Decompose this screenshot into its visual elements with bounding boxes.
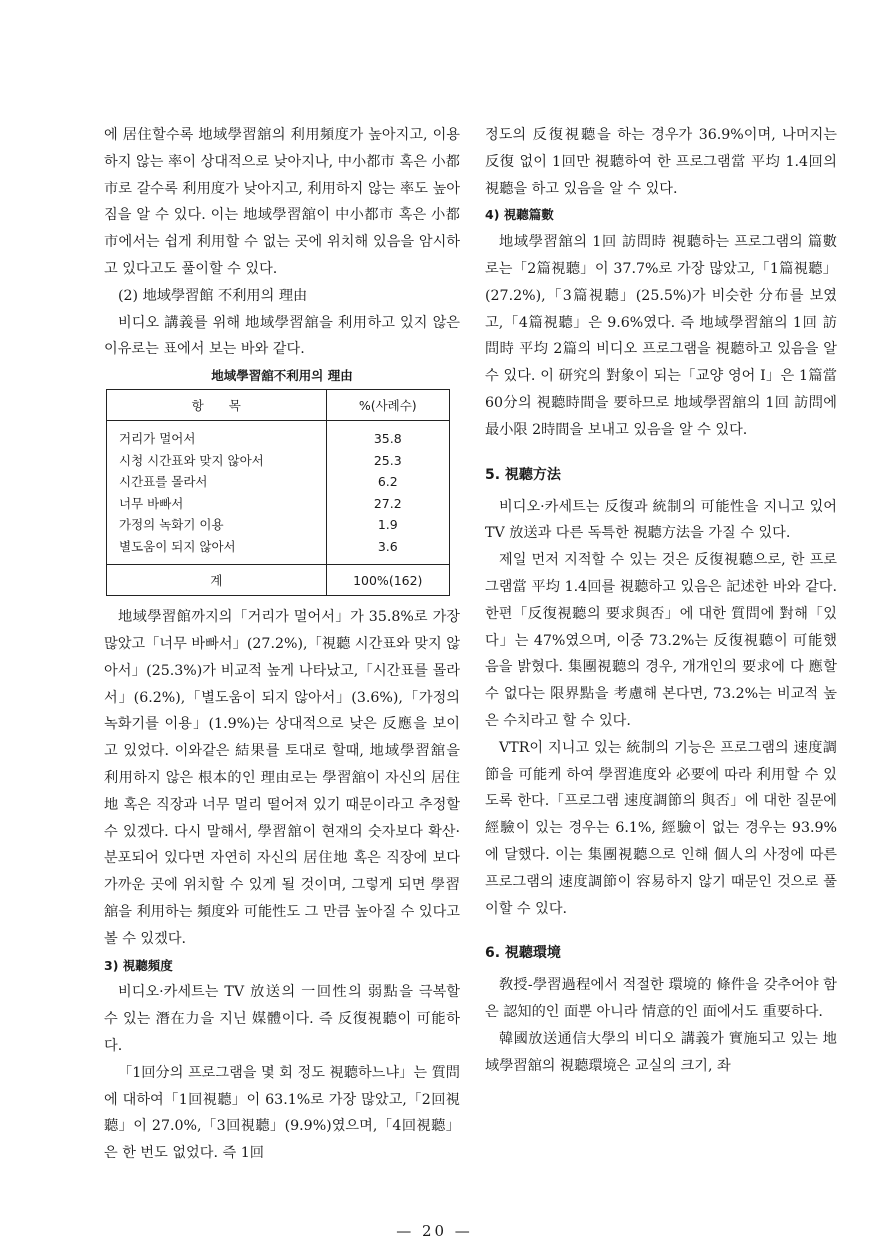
paragraph: 韓國放送通信大學의 비디오 講義가 實施되고 있는 地域學習舘의 視聽環境은 교실의 크기, 좌 — [485, 1030, 837, 1074]
table-cell-value: 35.8 — [326, 421, 449, 450]
paragraph: VTR이 지니고 있는 統制의 기능은 프로그램의 速度調節을 可能케 하여 學習進度와 必要에 따라 利用할 수 있도록 한다.「프로그램 速度調節의 與否」에 대한 질문에 經驗이 있는 경우는 6.1%, 經驗이 없는 경우는 93.9%에 달했다. 이는 集團視聽으로 인해 個人의 사정에 따른 프로그램의 速度調節이 容易하지 않기 때문인 것으로 풀이할 수 있다. — [485, 739, 837, 917]
table-total-value: 100%(162) — [326, 565, 449, 596]
table-row — [107, 514, 450, 536]
paragraph: 「1回分의 프로그램을 몇 회 정도 視聽하느냐」는 質問에 대하여「1回視聽」이 63.1%로 가장 많았고,「2回視聽」이 27.0%,「3回視聽」(9.9%)였으며,「4回視聽」은 한 번도 없었다. 즉 1回 — [104, 1064, 460, 1162]
paragraph: 敎授-學習過程에서 적절한 環境的 條件을 갖추어야 함은 認知的인 面뿐 아니라 情意的인 面에서도 重要하다. — [485, 977, 837, 1021]
paragraph: 地域學習館까지의「거리가 멀어서」가 35.8%로 가장 많았고「너무 바빠서」(27.2%),「視聽 시간표와 맞지 않아서」(25.3%)가 비교적 높게 나타났고,「시간표를 몰라서」(6.2%),「별도움이 되지 않아서」(3.6%),「가정의 녹화기를 이용」(1.9%)는 상대적으로 낮은 反應을 보이고 있었다. 이와같은 結果를 토대로 할때, 地域學習舘을 利用하지 않은 根本的인 理由로는 學習舘이 자신의 居住地 혹은 직장과 너무 멀리 떨어져 있기 때문이라고 추정할 수 있겠다. 다시 말해서, 學習舘이 현재의 숫자보다 확산·분포되어 있다면 자연히 자신의 居住地 혹은 직장에 보다 가까운 곳에 위치할 수 있게 될 것이며, 그렇게 되면 學習舘을 利用하는 頻度와 可能性도 그 만큼 높아질 수 있다고 볼 수 있겠다. — [104, 609, 460, 947]
non-use-reasons-table — [106, 389, 450, 596]
table-cell-item: 시청 시간표와 맞지 않아서 — [107, 450, 327, 472]
table-total-row — [107, 565, 450, 596]
paragraph: 비디오·카세트는 反復과 統制의 可能性을 지니고 있어 TV 放送과 다른 독특한 視聽方法을 가질 수 있다. — [485, 498, 837, 542]
subsection-heading: (2) 地域學習館 不利用의 理由 — [118, 287, 308, 304]
paragraph: 정도의 反復視聽을 하는 경우가 36.9%이며, 나머지는 反復 없이 1回만 視聽하여 한 프로그램當 平均 1.4回의 視聽을 하고 있음을 알 수 있다. — [485, 127, 837, 197]
table-cell-value: 27.2 — [326, 493, 449, 515]
section-heading: 5. 視聽方法 — [485, 466, 561, 483]
table-total-label: 계 — [107, 565, 327, 596]
table-row — [107, 450, 450, 472]
table-cell-item: 가정의 녹화기 이용 — [107, 514, 327, 536]
table-cell-item: 거리가 멀어서 — [107, 421, 327, 450]
table-cell-item: 너무 바빠서 — [107, 493, 327, 515]
left-column — [104, 122, 460, 1167]
paragraph: 비디오 講義를 위해 地域學習舘을 利用하고 있지 않은 이유로는 표에서 보는 바와 같다. — [104, 314, 460, 358]
table-cell-item: 별도움이 되지 않아서 — [107, 536, 327, 565]
table-cell-item: 시간표를 몰라서 — [107, 471, 327, 493]
paragraph: 비디오·카세트는 TV 放送의 一回性의 弱點을 극복할 수 있는 潛在力을 지닌 媒體이다. 즉 反復視聽이 可能하다. — [104, 984, 460, 1054]
table-cell-value: 1.9 — [326, 514, 449, 536]
table-row — [107, 471, 450, 493]
paragraph: 地域學習舘의 1回 訪問時 視聽하는 프로그램의 篇數로는「2篇視聽」이 37.7%로 가장 많았고,「1篇視聽」(27.2%),「3篇視聽」(25.5%)가 비슷한 分布를 보였고,「4篇視聽」은 9.6%였다. 즉 地域學習舘의 1回 訪問時 平均 2篇의 비디오 프로그램을 視聽하고 있음을 알 수 있다. 이 研究의 對象이 되는「교양 영어 I」은 1篇當 60分의 視聽時間을 要하므로 地域學習舘의 1回 訪問에 最小限 2時間을 보내고 있음을 알 수 있다. — [485, 234, 837, 438]
table-cell-value: 25.3 — [326, 450, 449, 472]
page-number: — 20 — — [396, 1222, 473, 1240]
table-row — [107, 421, 450, 450]
right-column — [485, 122, 837, 1080]
table-cell-value: 6.2 — [326, 471, 449, 493]
table-row — [107, 536, 450, 565]
table-header-value: %(사례수) — [326, 390, 449, 421]
paragraph: 에 居住할수록 地域學習舘의 利用頻度가 높아지고, 이용하지 않는 率이 상대적으로 낮아지나, 中小都市 혹은 小都市로 갈수록 利用度가 낮아지고, 利用하지 않는 率도 높아짐을 알 수 있다. 이는 地域學習舘이 中小都市 혹은 小都市에서는 쉽게 利用할 수 없는 곳에 위치해 있음을 암시하고 있다고도 풀이할 수 있다. — [104, 127, 460, 277]
section-heading: 6. 視聽環境 — [485, 945, 561, 962]
table-row — [107, 493, 450, 515]
table-cell-value: 3.6 — [326, 536, 449, 565]
subsection-heading: 3) 視聽頻度 — [104, 957, 173, 973]
paragraph: 제일 먼저 지적할 수 있는 것은 反復視聽으로, 한 프로그램當 平均 1.4回를 視聽하고 있음은 記述한 바와 같다. 한편「反復視聽의 要求與否」에 대한 質問에 對해「있다」는 47%였으며, 이중 73.2%는 反復視聽이 可能했음을 밝혔다. 集團視聽의 경우, 개개인의 要求에 다 應할 수 없다는 限界點을 考慮해 본다면, 73.2%는 비교적 높은 수치라고 할 수 있다. — [485, 552, 837, 729]
subsection-heading: 4) 視聽篇數 — [485, 207, 554, 223]
table-header-item: 항 목 — [107, 390, 327, 421]
table-caption: 地域學習舘不利用의 理由 — [211, 368, 353, 384]
